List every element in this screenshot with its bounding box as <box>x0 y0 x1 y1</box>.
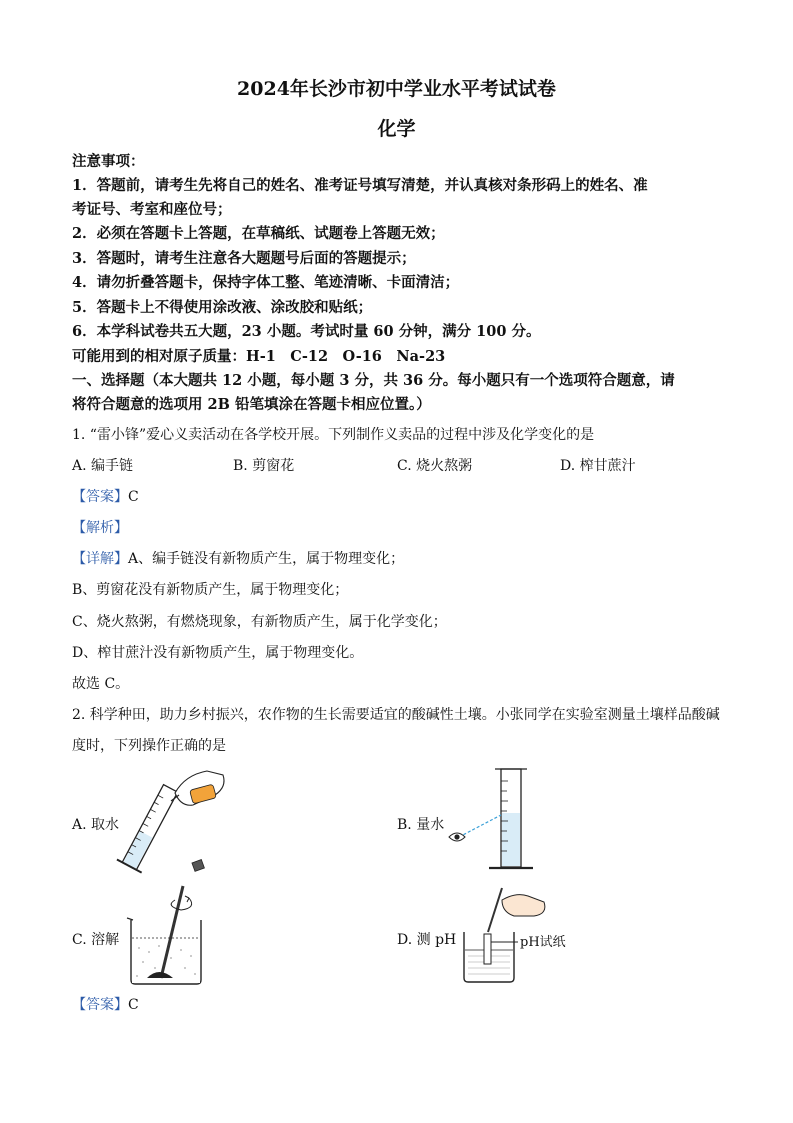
ph-paper-label: pH试纸 <box>520 935 566 950</box>
q1-analysis-tag: 【解析】 <box>72 520 128 536</box>
atomic-mass-line: 可能用到的相对原子质量：H-1 C-12 O-16 Na-23 <box>72 348 446 365</box>
notice-item-5: 5．答题卡上不得使用涂改液、涂改胶和贴纸； <box>72 299 373 316</box>
q1-detail-tag: 【详解】 <box>72 551 128 567</box>
figure-c-dissolving-beaker <box>125 882 215 987</box>
q2-stem-line1: 2. 科学种田，助力乡村振兴，农作物的生长需要适宜的酸碱性土壤。小张同学在实验室测量土壤样品酸碱 <box>72 707 720 723</box>
q1-option-b: B. 剪窗花 <box>233 458 295 474</box>
q2-option-b: B. 量水 <box>397 817 445 833</box>
q2-stem-line2: 度时，下列操作正确的是 <box>72 738 226 754</box>
q1-answer-line <box>72 486 139 506</box>
notice-item-1-cont: 考证号、考室和座位号； <box>72 201 232 218</box>
figure-a-pouring-water <box>115 765 235 880</box>
q1-option-d: D. 榨甘蔗汁 <box>560 458 636 474</box>
q1-detail-line-2: B、剪窗花没有新物质产生，属于物理变化； <box>72 582 349 598</box>
notice-item-1: 1．答题前，请考生先将自己的姓名、准考证号填写清楚，并认真核对条形码上的姓名、准 <box>72 177 648 194</box>
q2-option-c: C. 溶解 <box>72 932 120 948</box>
q1-detail-line-4: D、榨甘蔗汁没有新物质产生，属于物理变化。 <box>72 645 364 661</box>
q1-detail-text-1: A、编手链没有新物质产生，属于物理变化； <box>128 551 405 567</box>
section-heading-line1: 一、选择题（本大题共 12 小题，每小题 3 分，共 36 分。每小题只有一个选项符合题意，请 <box>72 372 675 389</box>
notice-item-4: 4．请勿折叠答题卡，保持字体工整、笔迹清晰、卡面清洁； <box>72 274 460 291</box>
q1-detail-line-3: C、烧火熬粥，有燃烧现象，有新物质产生，属于化学变化； <box>72 614 447 630</box>
q1-option-c: C. 烧火熬粥 <box>397 458 473 474</box>
notice-heading: 注意事项： <box>72 153 145 170</box>
notice-item-6: 6．本学科试卷共五大题，23 小题。考试时量 60 分钟，满分 100 分。 <box>72 323 541 340</box>
q2-option-a: A. 取水 <box>72 817 120 833</box>
q1-conclusion: 故选 C。 <box>72 676 130 692</box>
q2-answer-tag: 【答案】 <box>72 997 128 1013</box>
q2-option-d: D. 测 pH <box>397 932 457 948</box>
figure-d-ph-test <box>458 886 598 986</box>
q2-answer-value: C <box>128 997 139 1013</box>
exam-title: 2024年长沙市初中学业水平考试试卷 <box>237 78 556 100</box>
subject-title: 化学 <box>377 118 416 140</box>
q1-answer-value: C <box>128 489 139 505</box>
notice-item-2: 2．必须在答题卡上答题，在草稿纸、试题卷上答题无效； <box>72 225 445 242</box>
notice-item-3: 3．答题时，请考生注意各大题题号后面的答题提示； <box>72 250 416 267</box>
q1-detail-line-1 <box>72 548 404 568</box>
section-heading-line2: 将符合题意的选项用 2B 铅笔填涂在答题卡相应位置。） <box>72 396 431 413</box>
figure-b-reading-cylinder <box>445 765 565 875</box>
q1-stem: 1. “雷小锋”爱心义卖活动在各学校开展。下列制作义卖品的过程中涉及化学变化的是 <box>72 427 595 443</box>
q1-answer-tag: 【答案】 <box>72 489 128 505</box>
q2-answer-line <box>72 994 139 1014</box>
q1-option-a: A. 编手链 <box>72 458 134 474</box>
